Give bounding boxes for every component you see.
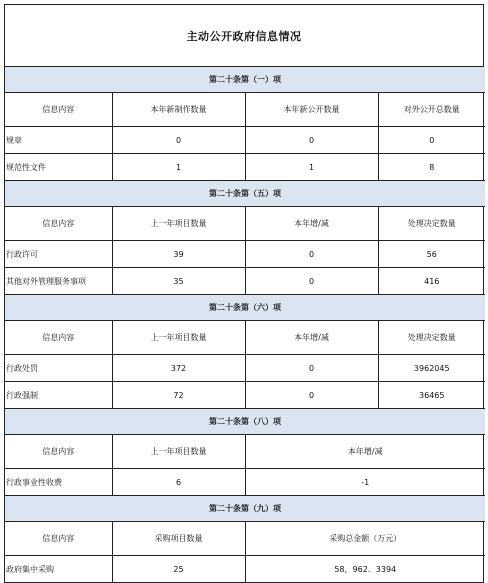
section-heading-row [5,295,485,321]
table-row [5,268,485,295]
table-row [5,355,485,382]
column-header: 本年增/减 [245,435,485,469]
cell-value: 36465 [378,382,485,409]
column-header: 上一年项目数量 [112,321,245,355]
column-header: 处理决定数量 [378,207,485,241]
cell-value: 0 [245,382,378,409]
column-header-row [5,93,485,127]
cell-value: 8 [378,154,485,181]
section-heading: 第二十条第（九）项 [5,496,485,522]
cell-value: 39 [112,241,245,268]
cell-value: 416 [378,268,485,295]
section-heading: 第二十条第（八）项 [5,409,485,435]
section-heading-row [5,67,485,93]
column-header-row [5,321,485,355]
table-row [5,241,485,268]
section-heading: 第二十条第（六）项 [5,295,485,321]
cell-value: 72 [112,382,245,409]
page-title: 主动公开政府信息情况 [5,5,483,67]
cell-value: 25 [112,556,245,583]
section-heading-row [5,181,485,207]
table-row [5,382,485,409]
row-label: 规章 [5,127,112,154]
cell-value: 0 [245,355,378,382]
cell-value: 3962045 [378,355,485,382]
row-label: 其他对外管理服务事项 [5,268,112,295]
cell-value: 1 [112,154,245,181]
section-heading: 第二十条第（五）项 [5,181,485,207]
row-label: 行政事业性收费 [5,469,112,496]
column-header: 本年增/减 [245,321,378,355]
cell-value: -1 [245,469,485,496]
table-row [5,154,485,181]
column-header: 本年增/减 [245,207,378,241]
column-header: 采购总金额（万元） [245,522,485,556]
cell-value: 1 [245,154,378,181]
section-heading-row [5,409,485,435]
row-label: 行政强制 [5,382,112,409]
row-label: 行政处罚 [5,355,112,382]
cell-value: 56 [378,241,485,268]
cell-value: 0 [378,127,485,154]
cell-value: 0 [245,268,378,295]
cell-value: 58，962．3394 [245,556,485,583]
column-header-row [5,522,485,556]
cell-value: 0 [245,127,378,154]
cell-value: 6 [112,469,245,496]
column-header: 对外公开总数量 [378,93,485,127]
section-heading-row [5,496,485,522]
section-heading: 第二十条第（一）项 [5,67,485,93]
table-row [5,556,485,583]
cell-value: 0 [112,127,245,154]
column-header: 信息内容 [5,93,112,127]
column-header: 本年新制作数量 [112,93,245,127]
cell-value: 0 [245,241,378,268]
table-row [5,127,485,154]
column-header-row [5,207,485,241]
row-label: 规范性文件 [5,154,112,181]
column-header: 处理决定数量 [378,321,485,355]
report-table [4,4,484,583]
table-row [5,469,485,496]
column-header: 上一年项目数量 [112,435,245,469]
column-header: 上一年项目数量 [112,207,245,241]
cell-value: 372 [112,355,245,382]
column-header: 信息内容 [5,321,112,355]
row-label: 行政许可 [5,241,112,268]
column-header: 信息内容 [5,207,112,241]
row-label: 政府集中采购 [5,556,112,583]
cell-value: 35 [112,268,245,295]
column-header: 采购项目数量 [112,522,245,556]
column-header: 信息内容 [5,522,112,556]
info-table [5,67,485,582]
column-header-row [5,435,485,469]
column-header: 信息内容 [5,435,112,469]
column-header: 本年新公开数量 [245,93,378,127]
